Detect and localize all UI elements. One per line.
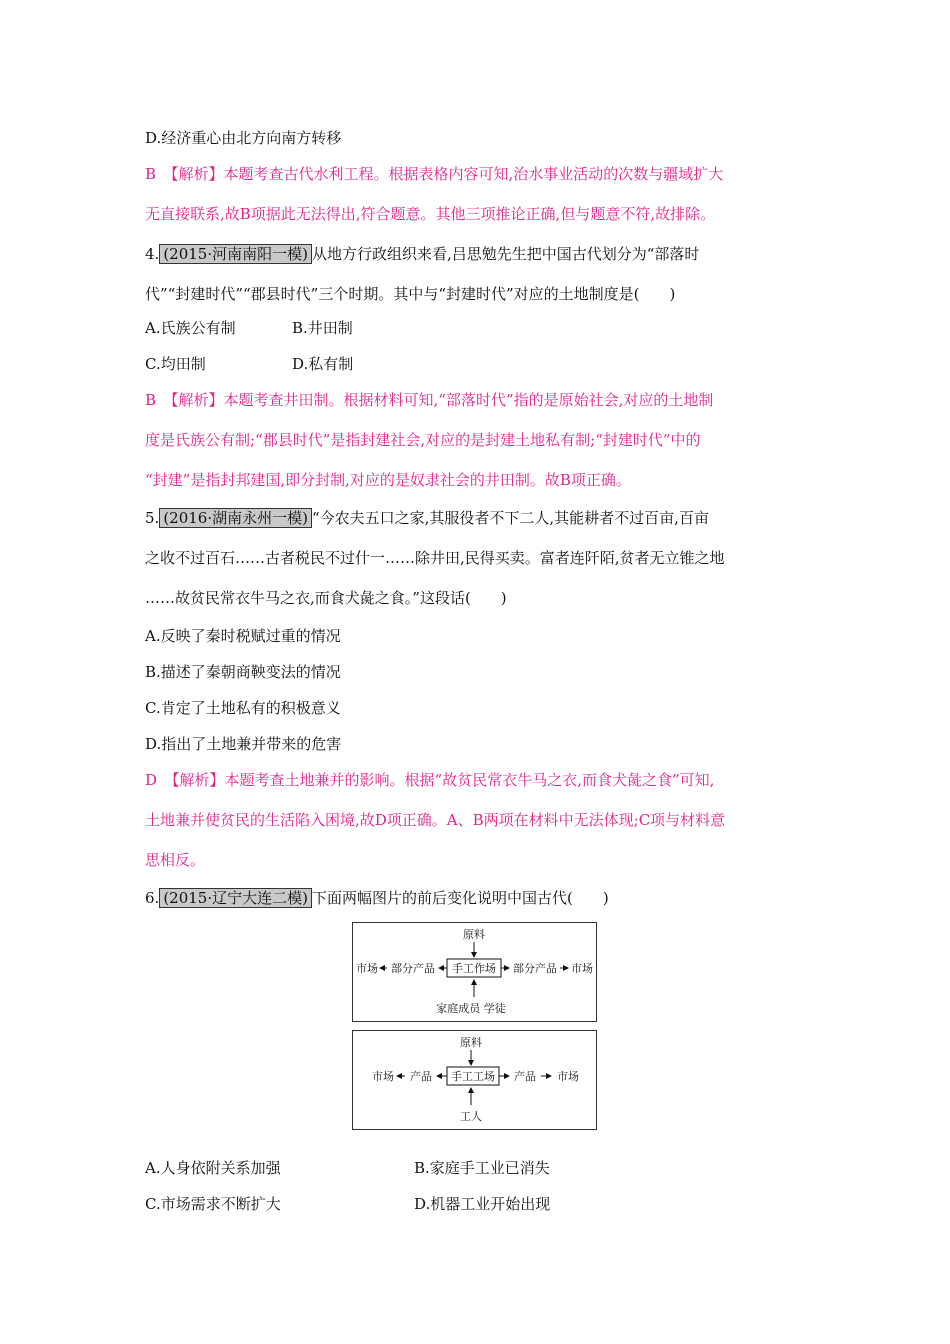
- analysis-prev-line2: 无直接联系,故B项据此无法得出,符合题意。其他三项推论正确,但与题意不符,故排除。: [145, 205, 716, 223]
- q5-analysis-line3: 思相反。: [145, 851, 206, 869]
- q5-option-d: D.指出了土地兼并带来的危害: [145, 735, 342, 753]
- q4-analysis-line2: 度是氏族公有制;“郡县时代”是指封建社会,对应的是封建土地私有制;“封建时代”中的: [145, 431, 701, 449]
- q6-option-b: B.家庭手工业已消失: [414, 1159, 550, 1177]
- option-d-prev: D.经济重心由北方向南方转移: [145, 129, 342, 147]
- q4-option-b: B.井田制: [292, 319, 353, 337]
- q4-option-c: C.均田制: [145, 355, 206, 373]
- diagram2-bottom-label: 工人: [460, 1110, 482, 1123]
- diagram1-center-label: 手工作场: [452, 962, 496, 975]
- q5-option-a: A.反映了秦时税赋过重的情况: [145, 627, 341, 645]
- diagram1-right-item: 部分产品: [513, 962, 557, 975]
- q4-analysis-line1: B 【解析】本题考查井田制。根据材料可知,“部落时代”指的是原始社会,对应的土地制: [145, 391, 714, 409]
- source-tag: (2015·河南南阳一模): [159, 244, 312, 264]
- diagram1-left-item: 部分产品: [391, 962, 435, 975]
- q4-analysis-line3: “封建”是指封邦建国,即分封制,对应的是奴隶社会的井田制。故B项正确。: [145, 471, 631, 489]
- diagram-handicraft-factory: [352, 1030, 597, 1130]
- q6-option-d: D.机器工业开始出现: [414, 1195, 551, 1213]
- diagram1-right-end: 市场: [571, 962, 593, 975]
- source-tag: (2016·湖南永州一模): [159, 508, 312, 528]
- question-5-stem-line3: ……故贫民常衣牛马之衣,而食犬彘之食。”这段话( ): [145, 589, 507, 607]
- q5-option-c: C.肯定了土地私有的积极意义: [145, 699, 341, 717]
- diagram2-top-label: 原料: [460, 1036, 482, 1049]
- question-5-stem: [145, 508, 709, 528]
- q4-option-d: D.私有制: [292, 355, 354, 373]
- analysis-prev-line1: B 【解析】本题考查古代水利工程。根据表格内容可知,治水事业活动的次数与疆域扩大: [145, 165, 724, 183]
- stem-text: 下面两幅图片的前后变化说明中国古代( ): [311, 889, 609, 907]
- diagram2-left-end: 市场: [372, 1070, 394, 1083]
- diagram2-left-item: 产品: [410, 1070, 432, 1083]
- question-4-stem: [145, 244, 699, 264]
- source-tag: (2015·辽宁大连二模): [159, 888, 312, 908]
- diagram1-top-label: 原料: [463, 928, 485, 941]
- diagram1-left-end: 市场: [356, 962, 378, 975]
- q6-option-c: C.市场需求不断扩大: [145, 1195, 281, 1213]
- q5-analysis-line2: 土地兼并使贫民的生活陷入困境,故D项正确。A、B两项在材料中无法体现;C项与材料意: [145, 811, 726, 829]
- diagram-handicraft-workshop: [352, 922, 597, 1022]
- q6-option-a: A.人身依附关系加强: [145, 1159, 281, 1177]
- diagram1-bottom-label: 家庭成员 学徒: [436, 1002, 506, 1015]
- question-number: 5.: [145, 509, 160, 527]
- question-4-stem-line2: 代”“封建时代”“郡县时代”三个时期。其中与“封建时代”对应的土地制度是( ): [145, 285, 676, 303]
- q5-option-b: B.描述了秦朝商鞅变法的情况: [145, 663, 341, 681]
- q4-option-a: A.氏族公有制: [145, 319, 236, 337]
- diagram2-right-item: 产品: [514, 1070, 536, 1083]
- q5-analysis-line1: D 【解析】本题考查土地兼并的影响。根据“故贫民常衣牛马之衣,而食犬彘之食”可知,: [145, 771, 715, 789]
- question-number: 4.: [145, 245, 160, 263]
- diagram2-center-label: 手工工场: [451, 1070, 495, 1083]
- question-number: 6.: [145, 889, 160, 907]
- stem-text: 从地方行政组织来看,吕思勉先生把中国古代划分为“部落时: [311, 245, 700, 263]
- question-6-stem: [145, 888, 609, 908]
- question-5-stem-line2: 之收不过百石……古者税民不过什一……除井田,民得买卖。富者连阡陌,贫者无立锥之地: [145, 549, 725, 567]
- diagram2-right-end: 市场: [557, 1070, 579, 1083]
- stem-text: “今农夫五口之家,其服役者不下二人,其能耕者不过百亩,百亩: [311, 509, 709, 527]
